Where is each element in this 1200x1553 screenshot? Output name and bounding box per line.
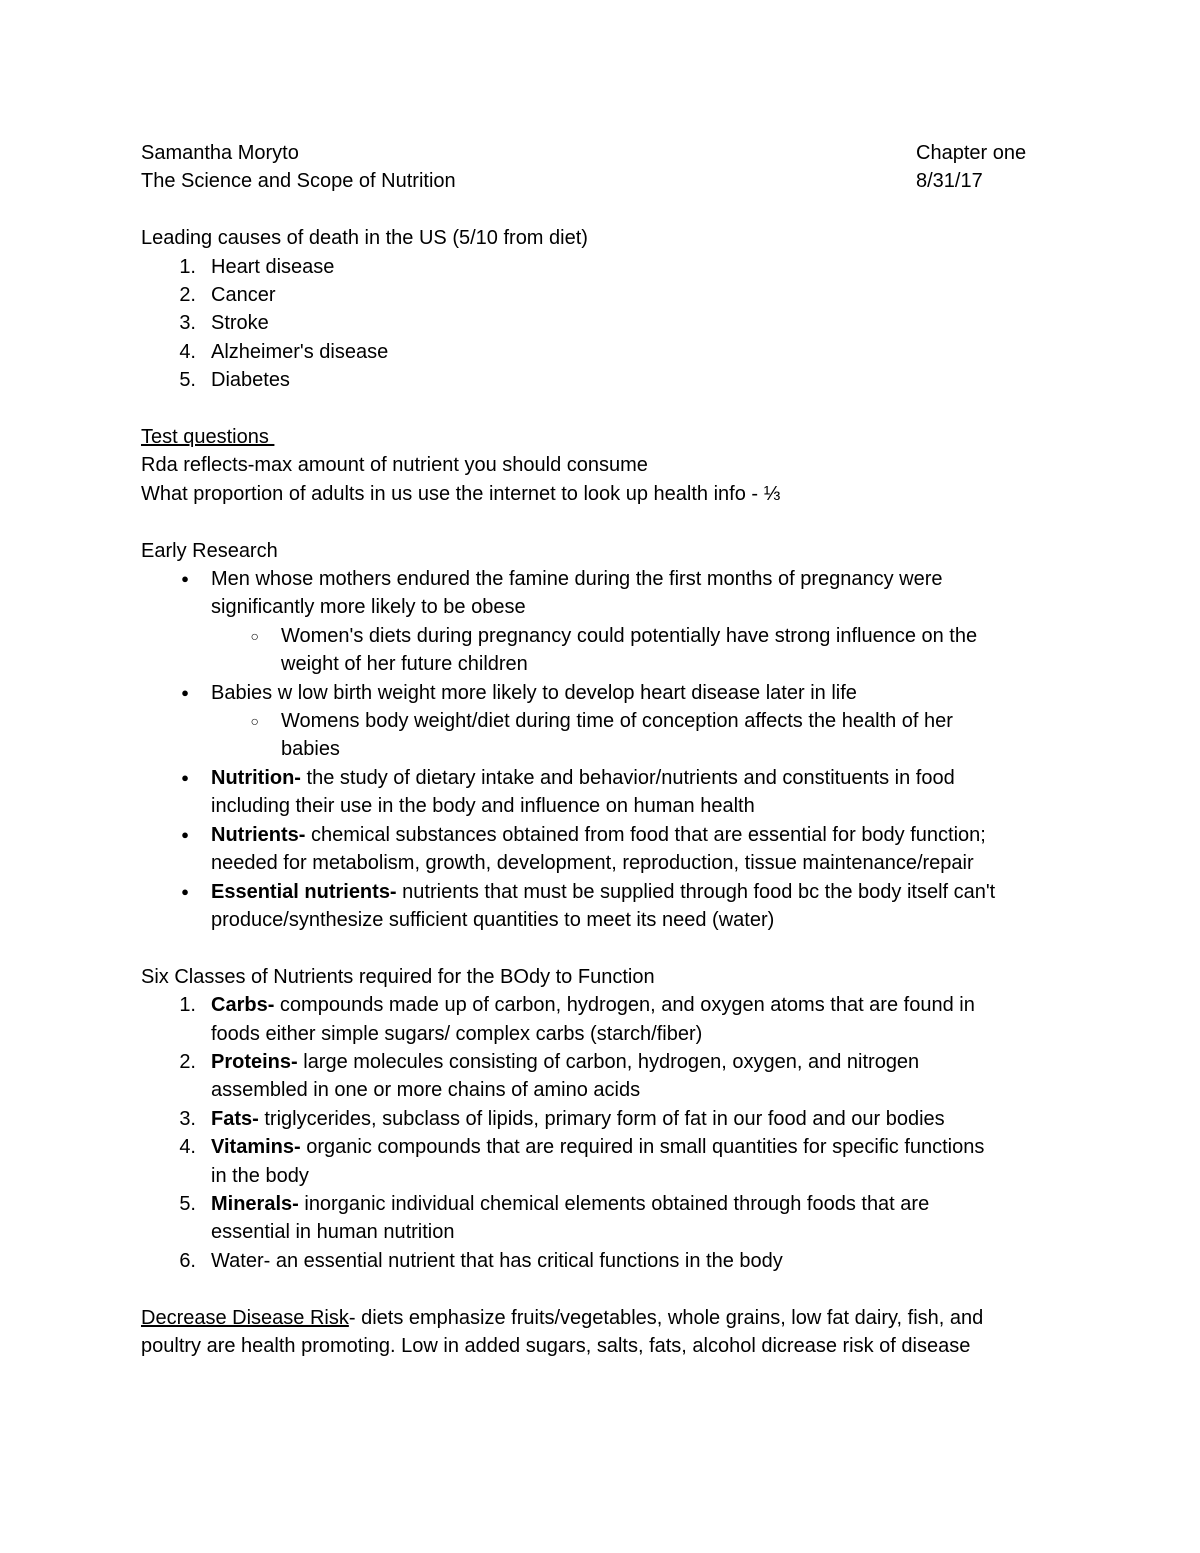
six-classes-section — [141, 963, 1066, 1275]
list-number: 4. — [179, 340, 196, 363]
list-number: 5. — [179, 369, 196, 392]
list-number: 3. — [179, 1107, 196, 1130]
definition-term: Carbs- — [211, 994, 275, 1017]
definition-text: the study of dietary intake and behavior/nutrients and constituents in food — [300, 766, 955, 789]
definition-text: in the body — [211, 1164, 309, 1187]
definition-term: Minerals- — [211, 1192, 299, 1215]
bullet-icon: ● — [181, 769, 189, 785]
section-heading: Test questions — [141, 426, 275, 449]
bullet-icon: ● — [181, 571, 189, 587]
list-item — [141, 1190, 1066, 1247]
list-number: 5. — [179, 1192, 196, 1215]
list-number: 6. — [179, 1249, 196, 1272]
list-item — [141, 253, 1066, 281]
list-item — [141, 281, 1066, 309]
list-item — [141, 565, 1066, 679]
definition-text: including their use in the body and influence on human health — [211, 795, 755, 818]
section-heading: Six Classes of Nutrients required for the BOdy to Function — [141, 965, 655, 988]
definition-text: produce/synthesize sufficient quantities to meet its need (water) — [211, 908, 775, 931]
list-item-text: weight of her future children — [281, 653, 528, 676]
numbered-list — [141, 991, 1066, 1275]
definition-text: compounds made up of carbon, hydrogen, and oxygen atoms that are found in — [274, 994, 975, 1017]
sub-bullet-list — [141, 622, 1066, 679]
definition-term: Fats- — [211, 1107, 259, 1130]
early-research-section — [141, 537, 1066, 935]
list-item — [141, 821, 1066, 878]
question-line: What proportion of adults in us use the internet to look up health info - ⅓ — [141, 482, 781, 505]
bullet-icon: ● — [181, 684, 189, 700]
leading-causes-section — [141, 224, 1066, 394]
test-questions-section — [141, 423, 1066, 508]
definition-text: needed for metabolism, growth, development, reproduction, tissue maintenance/repair — [211, 852, 974, 875]
definition-text: organic compounds that are required in small quantities for specific functions — [300, 1136, 985, 1159]
chapter-label: Chapter one — [916, 142, 1027, 164]
bullet-icon: ● — [181, 826, 189, 842]
list-item — [141, 338, 1066, 366]
list-item — [141, 764, 1066, 821]
list-number: 3. — [179, 312, 196, 335]
sub-bullet-icon: ○ — [250, 713, 259, 730]
list-item — [141, 1105, 1066, 1133]
sub-list-item — [211, 707, 1066, 764]
list-item — [141, 1247, 1066, 1275]
definition-text: assembled in one or more chains of amino acids — [211, 1079, 641, 1102]
question-line: Rda reflects-max amount of nutrient you should consume — [141, 454, 648, 477]
list-item-text: Water- an essential nutrient that has critical functions in the body — [211, 1249, 783, 1272]
sub-list-item — [211, 622, 1066, 679]
list-item-text: Women's diets during pregnancy could potentially have strong influence on the — [281, 624, 978, 647]
list-item — [141, 1133, 1066, 1190]
section-heading: Leading causes of death in the US (5/10 from diet) — [141, 227, 588, 250]
paragraph-text: - diets emphasize fruits/vegetables, whole grains, low fat dairy, fish, and — [348, 1306, 984, 1329]
list-item — [141, 309, 1066, 337]
author-name: Samantha Moryto — [141, 142, 299, 164]
definition-text: large molecules consisting of carbon, hydrogen, oxygen, and nitrogen — [297, 1050, 920, 1073]
paragraph-text: poultry are health promoting. Low in added sugars, salts, fats, alcohol dicrease risk of disease — [141, 1334, 971, 1357]
list-item-text: Stroke — [211, 312, 269, 335]
document-date: 8/31/17 — [916, 170, 983, 193]
definition-text: triglycerides, subclass of lipids, primary form of fat in our food and our bodies — [258, 1107, 945, 1130]
list-number: 4. — [179, 1136, 196, 1159]
list-item-text: Babies w low birth weight more likely to develop heart disease later in life — [211, 681, 857, 704]
list-item-text: Men whose mothers endured the famine during the first months of pregnancy were — [211, 568, 943, 591]
list-item — [141, 878, 1066, 935]
decrease-risk-term: Decrease Disease Risk — [141, 1306, 349, 1329]
definition-text: inorganic individual chemical elements obtained through foods that are — [298, 1192, 930, 1215]
document-header — [141, 139, 1066, 196]
list-number: 1. — [179, 255, 196, 278]
list-item-text: Cancer — [211, 284, 276, 307]
section-heading: Early Research — [141, 539, 278, 562]
definition-term: Vitamins- — [211, 1136, 301, 1159]
list-item-text: Alzheimer's disease — [211, 340, 389, 363]
sub-bullet-icon: ○ — [250, 627, 259, 644]
document-page — [141, 139, 1066, 1360]
definition-term: Nutrients- — [211, 823, 306, 846]
definition-term: Nutrition- — [211, 766, 301, 789]
sub-bullet-list — [141, 707, 1066, 764]
definition-text: chemical substances obtained from food that are essential for body function; — [305, 823, 986, 846]
numbered-list — [141, 253, 1066, 395]
list-number: 2. — [179, 284, 196, 307]
definition-term: Essential nutrients- — [211, 880, 397, 903]
list-item — [141, 991, 1066, 1048]
list-item-text: significantly more likely to be obese — [211, 596, 526, 619]
list-item-text: Womens body weight/diet during time of conception affects the health of her — [281, 710, 953, 733]
list-item-text: babies — [281, 738, 340, 761]
definition-text: foods either simple sugars/ complex carbs (starch/fiber) — [211, 1022, 703, 1045]
definition-text: essential in human nutrition — [211, 1221, 455, 1244]
list-number: 1. — [179, 994, 196, 1017]
list-number: 2. — [179, 1050, 196, 1073]
decrease-risk-section — [141, 1304, 1066, 1361]
list-item-text: Diabetes — [211, 369, 290, 392]
bullet-icon: ● — [181, 883, 189, 899]
list-item-text: Heart disease — [211, 255, 335, 278]
definition-term: Proteins- — [211, 1050, 298, 1073]
list-item — [141, 366, 1066, 394]
definition-text: nutrients that must be supplied through food bc the body itself can't — [396, 880, 996, 903]
list-item — [141, 1048, 1066, 1105]
bullet-list — [141, 565, 1066, 934]
document-title: The Science and Scope of Nutrition — [141, 170, 456, 193]
list-item — [141, 679, 1066, 764]
